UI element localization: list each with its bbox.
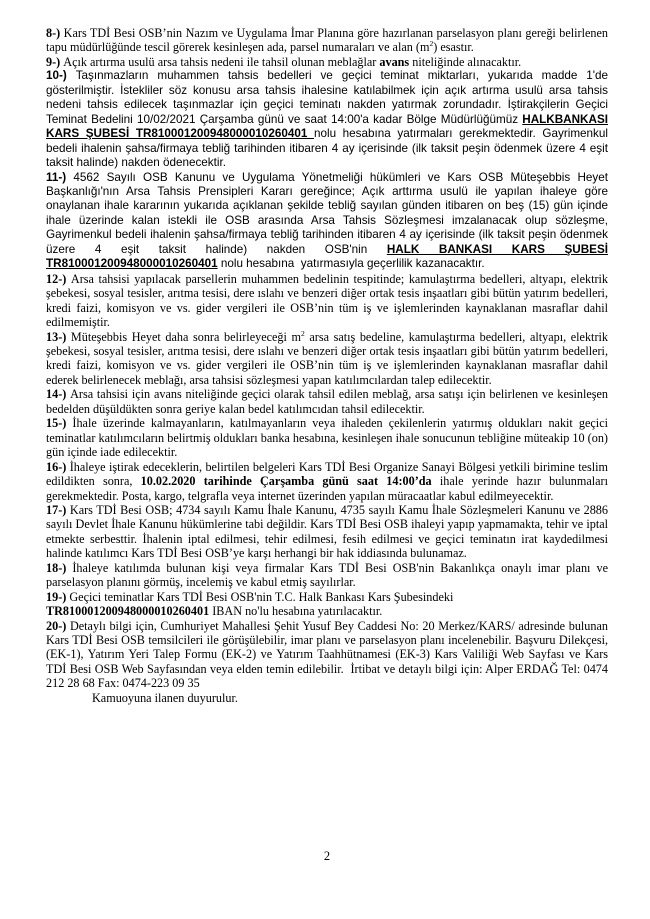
clause-18 [46, 561, 608, 590]
text-run: 4562 Sayılı OSB Kanunu ve Uygulama Yönetmeliği hükümleri ve Kars OSB Müteşebbis Heyet Başkanlığı'nın Arsa Tahsis Prensipleri Kararı gereğince; Açık arttırma usulü ile yapılan ihaleye göre onaylanan ihale kararının yukarıda açıklanan şekilde tebliğ sayılan günden itibaren on beş (15) gün içinde ihale üzerinde kalan istekli ile OSB arasında Arsa Tahsis Sözleşmesi imzalanacak olup sözleşme, Gayrimenkul bedeli ihalenin şahsa/firmaya tebliğ tarihinden itibaren 4 ay içerisinde (ilk taksit peşin ödenmek üzere 4 eşit taksit halinde) nakden OSB'nin [46, 170, 608, 256]
clause-number: 14-) [46, 387, 71, 402]
superscript-2: 2 [300, 328, 305, 338]
iban-number: TR810001200948000010260401 [46, 604, 210, 619]
text-run: İhaleye iştirak edeceklerin, belirtilen belgeleri Kars TDİ Besi Organize Sanayi Bölgesi yetkili birimine teslim edildikten sonra, [46, 459, 608, 489]
clause-8 [46, 26, 608, 55]
clause-number: 16-) [46, 459, 70, 474]
text-run: nolu hesabına yatırmasıyla geçerlilik kazanacaktır. [217, 257, 485, 271]
clause-14 [46, 387, 608, 416]
deadline-highlight: 10.02.2020 tarihinde Çarşamba günü saat 14:00’da [140, 474, 432, 489]
bank-account-highlight: HALK BANKASI KARS ŞUBESİ TR810001200948000010260401 [46, 242, 609, 271]
superscript-2: 2 [429, 39, 434, 49]
clause-13 [46, 330, 608, 388]
text-run: ) esastır. [433, 40, 474, 55]
text-run: İhale üzerinde kalmayanların, katılmayanların veya ihaleden çekilenlerin yatırmış oldukları nakit geçici teminatlar katılımcıların belirtmiş oldukları banka hesabına, kesinleşen ihale sonucunun tebliğine müteakip 10 (on) gün içinde iade edilecektir. [46, 416, 608, 460]
clause-number: 17-) [46, 502, 70, 517]
clause-number: 11-) [46, 170, 74, 184]
text-run: Açık artırma usulü arsa tahsis nedeni ile tahsil olunan meblağlar [63, 54, 380, 69]
text-run: Müteşebbis Heyet daha sonra belirleyeceği m [70, 329, 301, 344]
text-run: İhaleye katılımda bulunan kişi veya firmalar Kars TDİ Besi OSB'nin Bakanlıkça onaylı imar planı ve parselasyon planını görmüş, incelemiş ve kabul etmiş sayılırlar. [46, 560, 608, 590]
text-run: Arsa tahsisi için avans niteliğinde geçici olarak tahsil edilen meblağ, arsa satışı için belirlenen ve kesinleşen bedelden düşüldükten sonra geriye kalan bedel katılımcıdan tahsil edilecektir. [46, 387, 608, 416]
text-run: Taşınmazların muhammen tahsis bedelleri ve geçici teminat miktarları, yukarıda madde 1'de gösterilmiştir. İstekliler söz konusu arsa tahsis ihalesine katılabilmek için açık artırma usulü arsa tahsis nedeni tahsis edilecek taşınmazlar için geçici teminatı nakden yatırmak zorundadır. İştirakçilerin Geçici Teminat Bedelini 10/02/2021 Çarşamba günü ve saat 14:00'a kadar Bölge Müdürlüğümüz [46, 69, 608, 126]
text-run: Kars TDİ Besi OSB; 4734 sayılı Kamu İhale Kanunu, 4735 sayılı Kamu İhale Sözleşmeleri Kanunu ve 2886 sayılı Devlet İhale Kanunu hükümlerine tabi değildir. Kars TDİ Besi OSB ihaleyi yapıp yapmamakta, tehir ve iptal etmekte serbesttir. İhalenin iptal edilmesi, tehir edilmesi, fesih edilmesi ve geçici teminatın irat kaydedilmesi halinde katılımcı Kars TDİ Besi OSB’ye karşı herhangi bir hak iddiasında bulunamaz. [46, 502, 608, 561]
clause-17 [46, 503, 608, 561]
text-run: niteliğinde alınacaktır. [409, 54, 522, 69]
closing-line [46, 691, 608, 705]
avans-emphasis: avans [379, 54, 410, 69]
text-run: arsa satış bedeline, kamulaştırma bedelleri, altyapı, elektrik şebekesi, sosyal tesisler, arıtma tesisi, dere ıslahı ve benzeri diğer ortak tesis inşaatları gibi bütün yatırım bedelleri, kredi faizi, komisyon ve vs. gider vergileri ile OSB’nin tüm iş ve işlemlerinden kaynaklanan masraflar dahil ederek belirlenecek meblağı, arsa tahsisi sözleşmesi yapan katılımcılardan talep edilecektir. [46, 329, 608, 387]
clause-12 [46, 272, 608, 330]
clause-19 [46, 590, 608, 619]
clause-number: 12-) [46, 271, 71, 286]
clause-11 [46, 171, 608, 272]
clause-number: 20-) [46, 618, 70, 633]
clause-number: 15-) [46, 416, 73, 431]
clause-9 [46, 55, 608, 69]
text-run: nolu hesabına yatırmaları gerekmektedir. Gayrimenkul bedeli ihalenin şahsa/firmaya tebliğ tarihinden itibaren 4 ay içerisinde (ilk taksit peşin ödenmek üzere 4 eşit taksit halinde) nakden ödenecektir. [46, 127, 608, 170]
clause-20 [46, 619, 608, 691]
clause-number: 18-) [46, 560, 73, 575]
clause-number: 10-) [46, 69, 76, 83]
text-run: Detaylı bilgi için, Cumhuriyet Mahallesi Şehit Yusuf Bey Caddesi No: 20 Merkez/KARS/ adresinde bulunan Kars TDİ Besi OSB temsilcileri ile görüşülebilir, imar planı ve parselasyon planı incelenebilir. Başvuru Dilekçesi, (EK-1), Yatırım Yeri Talep Formu (EK-2) ve Yatırım Taahhütnamesi (EK-3) Kars Valiliği Web Sayfası ve Kars TDİ Besi OSB Web Sayfasından veya elden temin edilebilir. İrtibat ve detaylı bilgi için: Alper ERDAĞ Tel: 0474 212 28 68 Fax: 0474-223 09 35 [46, 618, 608, 691]
bank-account-highlight: HALKBANKASI KARS ŞUBESİ TR810001200948000010260401 [46, 112, 608, 141]
clause-number: 9-) [46, 54, 64, 69]
closing-text: Kamuoyuna ilanen duyurulur. [92, 690, 238, 705]
text-run: IBAN no'lu hesabına yatırılacaktır. [209, 604, 383, 619]
page-number: 2 [323, 849, 331, 863]
clause-16 [46, 460, 608, 503]
clause-10 [46, 69, 608, 170]
text-run: Arsa tahsisi yapılacak parsellerin muhammen bedelinin tespitinde; kamulaştırma bedelleri, altyapı, elektrik şebekesi, sosyal tesisler, arıtma tesisi, dere ıslahı ve benzeri diğer ortak tesis inşaatları gibi bütün yatırım bedelleri, kredi faizi, komisyon ve vs. gider vergileri ile OSB’nin tüm iş ve işlemlerinden kaynaklanan masraflar dahil edilmemiştir. [46, 271, 608, 330]
clause-15 [46, 416, 608, 459]
clause-number: 13-) [46, 329, 71, 344]
text-run: ihale yerinde hazır bulunmaları gerekmektedir. Posta, kargo, telgrafla veya internet üzerinden yapılan müracaatlar kabul edilmeyecektir. [46, 474, 608, 503]
document-body [46, 26, 608, 705]
clause-number: 8-) [46, 26, 64, 40]
text-run: Geçici teminatlar Kars TDİ Besi OSB'nin T.C. Halk Bankası Kars Şubesindeki [69, 589, 454, 604]
clause-number: 19-) [46, 589, 70, 604]
text-run: Kars TDİ Besi OSB’nin Nazım ve Uygulama İmar Planına göre hazırlanan parselasyon planı gereği belirlenen tapu müdürlüğünde tescil görerek kesinleşen ada, parsel numaraları ve alan (m [46, 26, 608, 55]
